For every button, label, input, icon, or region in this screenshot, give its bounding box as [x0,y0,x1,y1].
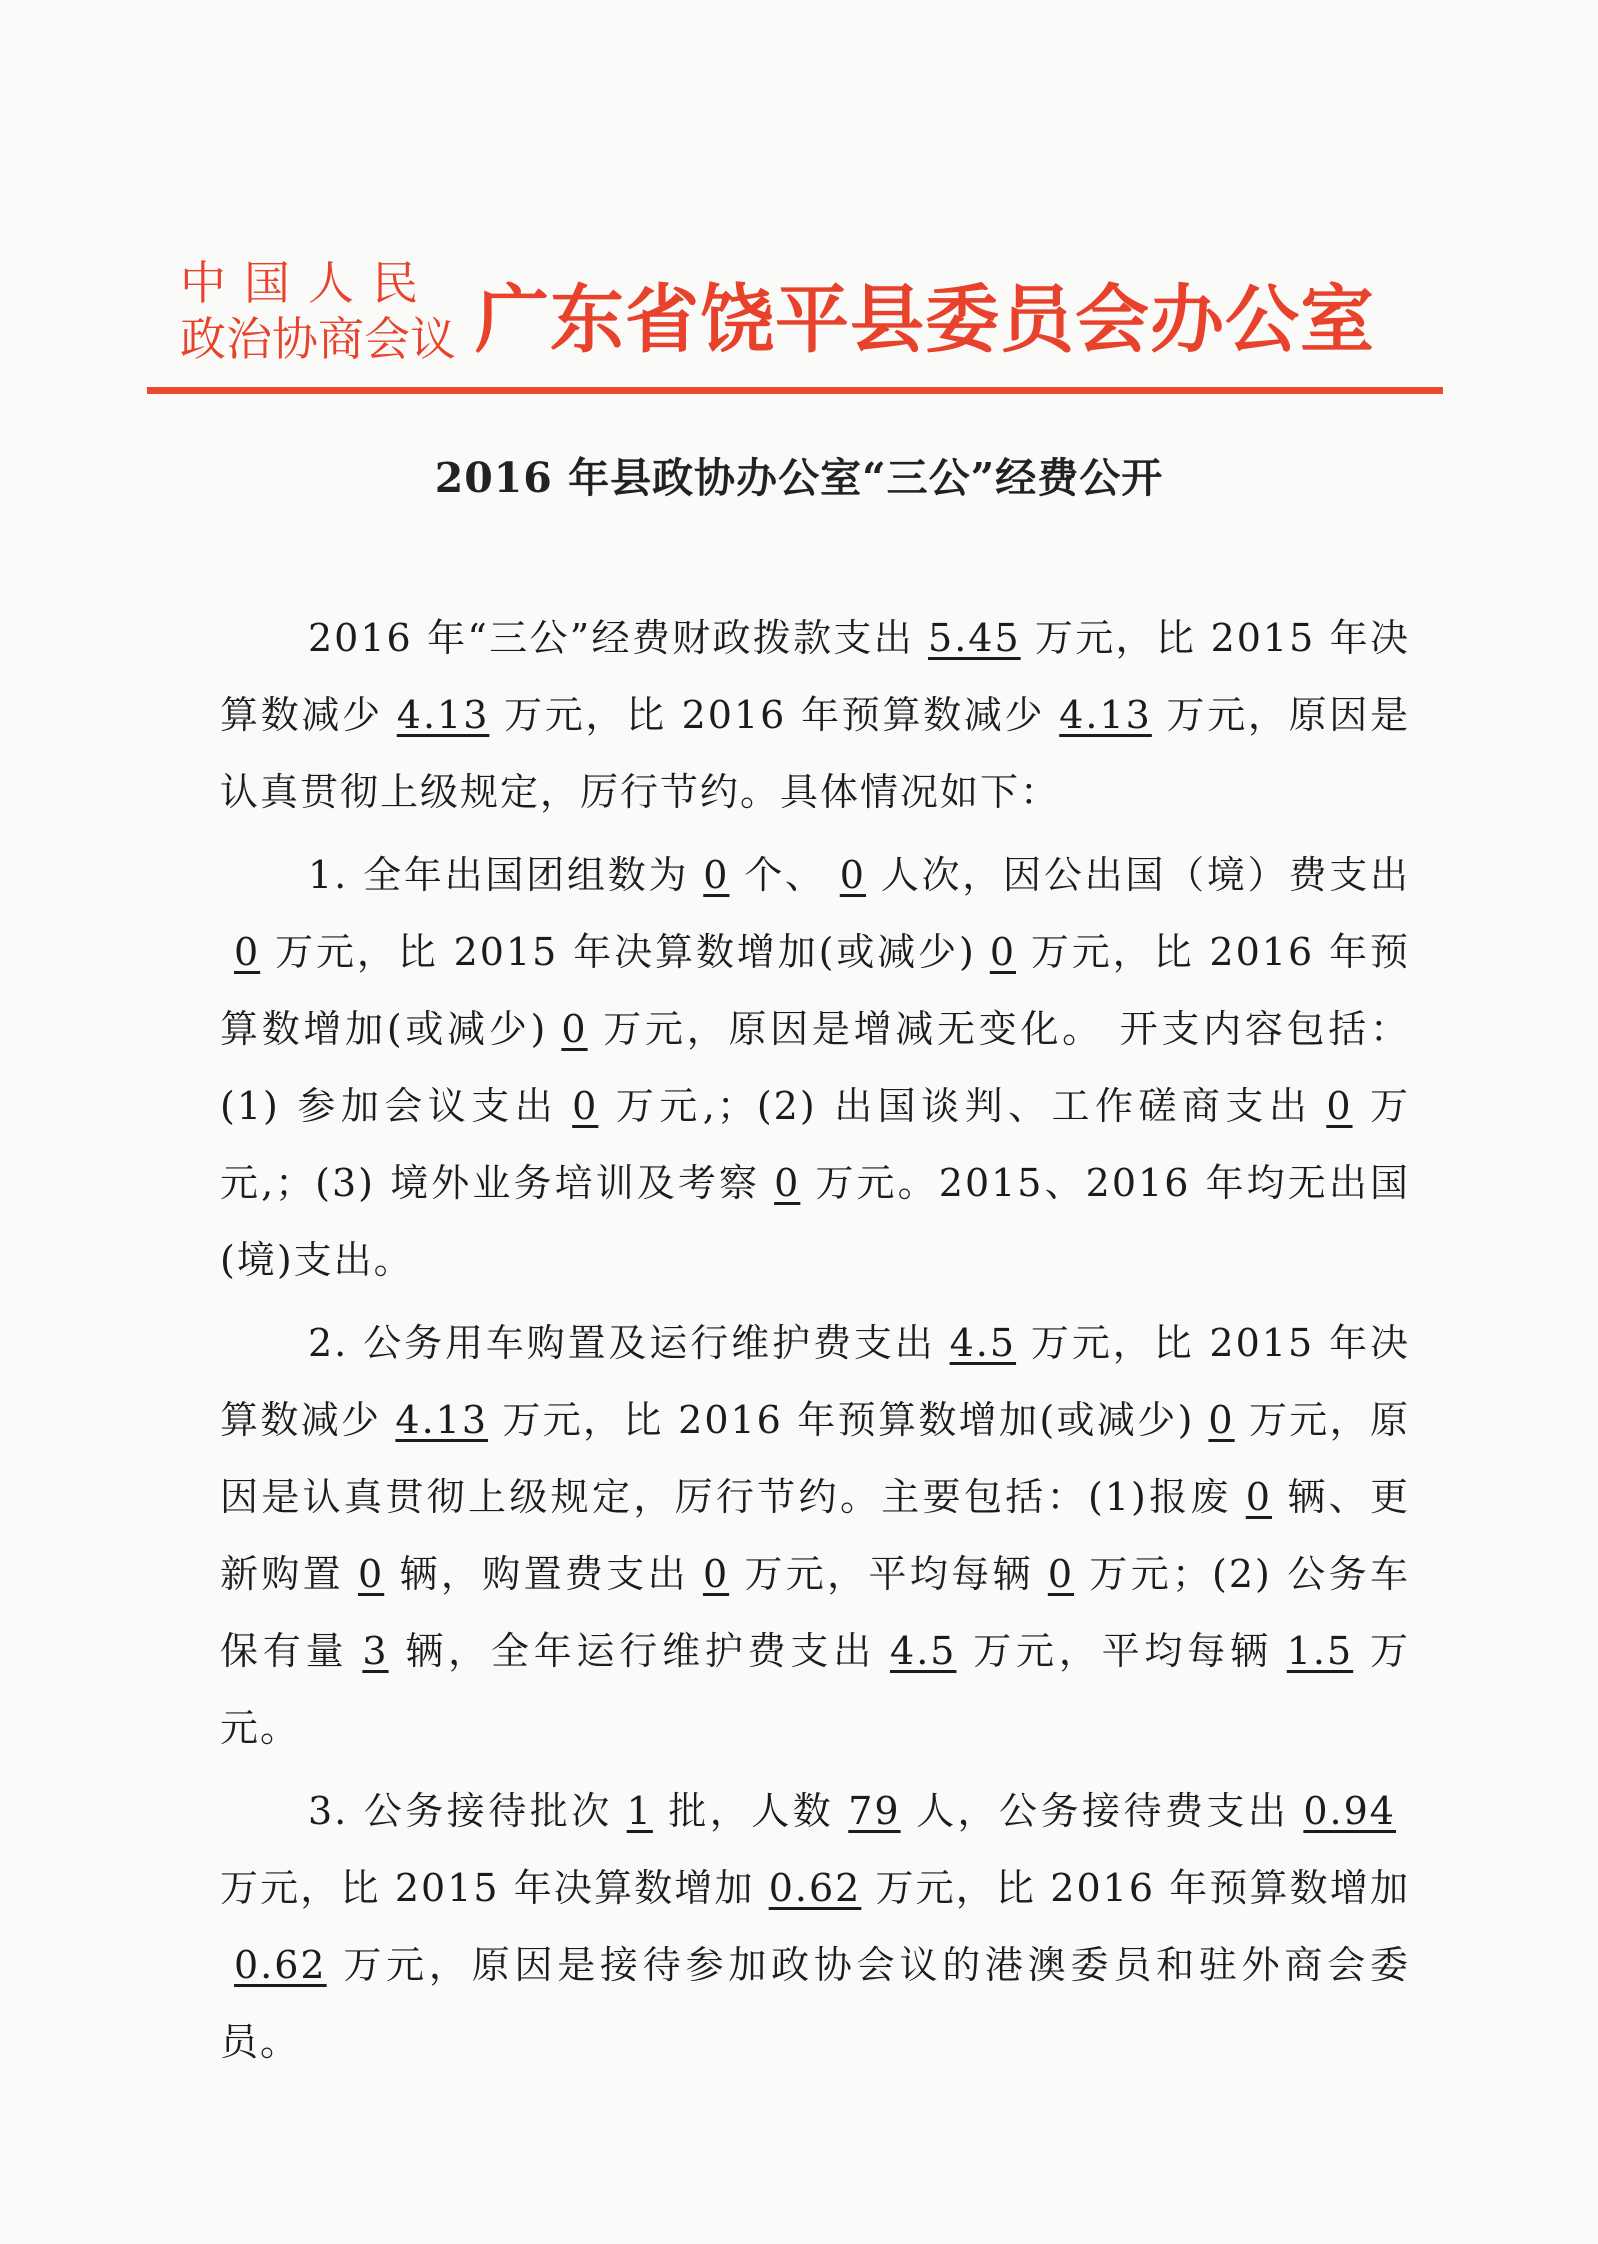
text-run: 万元，原因是增减无变化。 开支内容包括：(1) 参加会议支出 [220,1007,1410,1128]
underlined-value: 0 [989,930,1017,974]
underlined-value: 0 [774,1161,801,1205]
underlined-value: 0 [234,930,261,974]
underlined-value: 4.13 [395,1398,488,1442]
underlined-value: 0 [358,1552,385,1596]
text-run: 万元，原因是认真贯彻上级规定，厉行节约。主要包括：(1)报废 [220,1398,1410,1519]
text-run: 万元，比 2015 年决算数减少 [220,1321,1410,1442]
underlined-value: 0 [1326,1084,1353,1128]
text-run: 2. 公务用车购置及运行维护费支出 [308,1321,936,1365]
text-run: 万元，比 2015 年决算数增加 [220,1866,755,1910]
underlined-value: 3 [362,1629,389,1673]
underlined-value: 1 [626,1789,653,1833]
underlined-value: 0.94 [1303,1789,1396,1833]
text-run: 万元，比 2015 年决算数减少 [220,616,1410,737]
text-run: 万元。 [220,1629,1410,1750]
document-body [220,600,1410,2087]
underlined-value: 0 [703,853,730,897]
underlined-value: 0 [702,1552,730,1596]
text-run: 个、 [743,853,826,897]
underlined-value: 0.62 [234,1943,327,1987]
text-run: 人次，因公出国（境）费支出 [879,853,1410,897]
text-run: 辆、更新购置 [220,1475,1410,1596]
text-run: 万元，比 2016 年预算数减少 [503,693,1046,737]
text-run: 万元,；(2) 出国谈判、工作磋商支出 [612,1084,1313,1128]
text-run: 万元，原因是接待参加政协会议的港澳委员和驻外商会委员。 [220,1943,1410,2064]
text-run: 万元，比 2016 年预算数增加(或减少) [502,1398,1195,1442]
text-run: 万元，比 2016 年预算数增加 [875,1866,1410,1910]
underlined-value: 0 [572,1084,599,1128]
text-run: 万元，平均每辆 [970,1629,1273,1673]
underlined-value: 1.5 [1286,1629,1354,1673]
text-run: 辆，全年运行维护费支出 [402,1629,877,1673]
org-main-name: 广东省饶平县委员会办公室 [475,277,1375,363]
underlined-value: 0 [839,853,866,897]
underlined-value: 0 [1245,1475,1272,1519]
text-run: 批，人数 [666,1789,835,1833]
text-run: 万元，比 2015 年决算数增加(或减少) [274,930,976,974]
text-run: 1. 全年出国团组数为 [308,853,690,897]
text-run: 万元，比 2016 年预算数增加(或减少) [220,930,1410,1051]
text-run: 万元；(2) 公务车保有量 [220,1552,1410,1673]
text-run: 2016 年“三公”经费财政拨款支出 [308,616,915,660]
text-run: 万元，原因是认真贯彻上级规定，厉行节约。具体情况如下： [220,693,1410,814]
letterhead [180,255,1450,375]
text-run: 万元,；(3) 境外业务培训及考察 [220,1084,1410,1205]
text-run: 万元。2015、2016 年均无出国(境)支出。 [220,1161,1410,1282]
text-run: 辆，购置费支出 [398,1552,689,1596]
underlined-value: 0 [561,1007,588,1051]
underlined-value: 4.5 [949,1321,1017,1365]
org-short-name [180,255,470,367]
underlined-value: 5.45 [928,616,1021,660]
paragraph [220,600,1410,831]
paragraph [220,837,1410,1299]
org-line-2: 政治协商会议 [180,312,456,366]
letterhead-divider [147,387,1443,394]
paragraph [220,1773,1410,2081]
text-run: 3. 公务接待批次 [308,1789,613,1833]
underlined-value: 0.62 [768,1866,862,1910]
underlined-value: 4.13 [396,693,490,737]
underlined-value: 0 [1208,1398,1235,1442]
paragraph [220,1305,1410,1767]
underlined-value: 79 [848,1789,901,1833]
underlined-value: 4.13 [1059,693,1152,737]
underlined-value: 4.5 [890,1629,957,1673]
underlined-value: 0 [1047,1552,1075,1596]
org-line-1: 中国人民 [180,256,436,310]
document-title: 2016 年县政协办公室“三公”经费公开 [434,454,1164,502]
text-run: 人，公务接待费支出 [914,1789,1290,1833]
text-run: 万元，平均每辆 [743,1552,1034,1596]
